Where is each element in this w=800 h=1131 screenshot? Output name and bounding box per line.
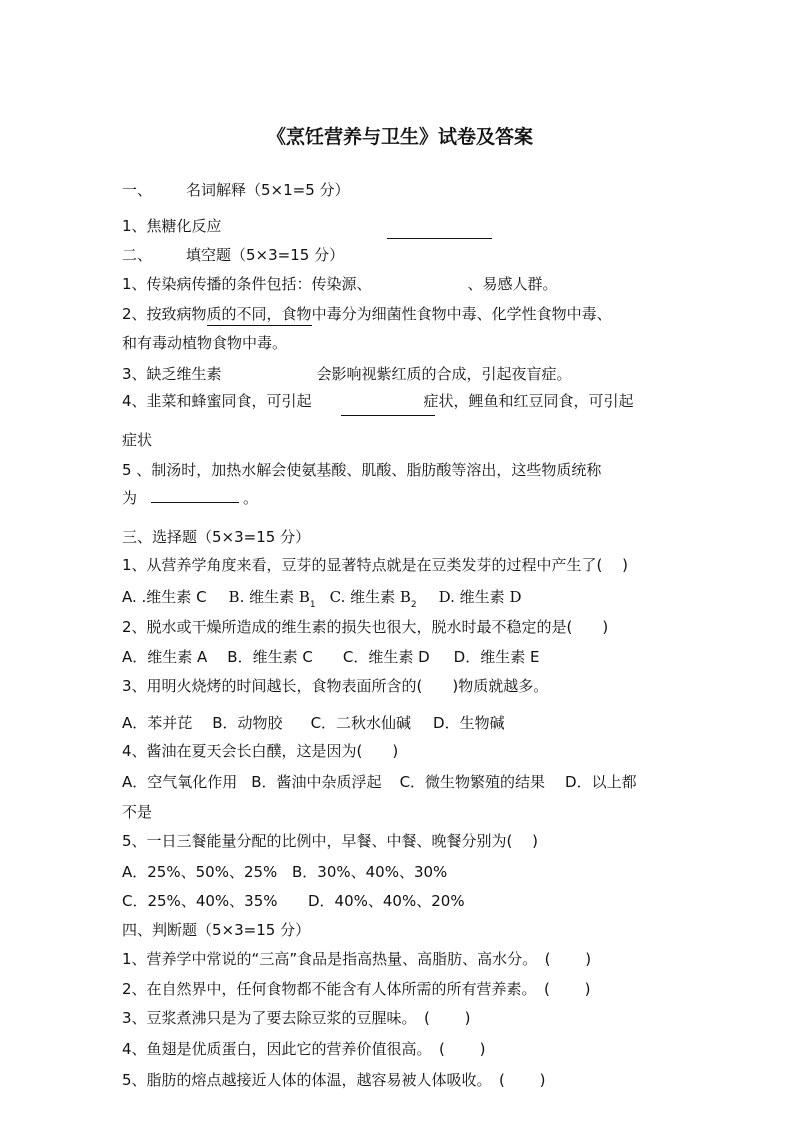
s2-q4-text-a: 4、韭菜和蜂蜜同食，可引起 bbox=[122, 392, 312, 410]
section1-label: 名词解释（5×1=5 分） bbox=[186, 181, 350, 199]
section4-heading: 四、判断题（5×3=15 分） bbox=[122, 921, 311, 939]
s3-q4-option-b: B．酱油中杂质浮起 bbox=[251, 773, 382, 791]
section1-number: 一、 bbox=[122, 181, 153, 199]
s3-q3-option-b: B．动物胶 bbox=[212, 714, 283, 732]
s3-q1-option-b: B. 维生素 B bbox=[228, 588, 310, 606]
s3-q1: 1、从营养学角度来看，豆芽的显著特点就是在豆类发芽的过程中产生了( ) bbox=[122, 556, 629, 574]
page-title: 《烹饪营养与卫生》试卷及答案 bbox=[266, 126, 533, 148]
s3-q3-option-a: A．苯并芘 bbox=[122, 714, 193, 732]
s3-q2-option-b: B．维生素 C bbox=[227, 648, 313, 666]
s3-q1-option-c-subscript: 2 bbox=[410, 600, 417, 610]
section3-heading: 三、选择题（5×3=15 分） bbox=[122, 528, 311, 546]
s3-q3-option-d: D．生物碱 bbox=[433, 714, 505, 732]
s3-q4-option-c: C．微生物繁殖的结果 bbox=[399, 773, 546, 791]
s2-q5-text-c: 。 bbox=[243, 489, 259, 507]
s2-q2-underlined: 质的不同，食物 bbox=[207, 305, 312, 326]
s3-q2-option-a: A．维生素 A bbox=[122, 648, 208, 666]
s3-q1-option-d: D. 维生素 D bbox=[438, 588, 522, 606]
s3-q5: 5、一日三餐能量分配的比例中，早餐、中餐、晚餐分别为( ) bbox=[122, 832, 539, 850]
s2-q2-cont: 和有毒动植物食物中毒。 bbox=[122, 334, 288, 352]
s3-q5-option-b: B．30%、40%、30% bbox=[292, 863, 448, 881]
s4-item-2: 2、在自然界中，任何食物都不能含有人体所需的所有营养素。 ( ) bbox=[122, 980, 591, 998]
s3-q3: 3、用明火烧烤的时间越长，食物表面所含的( )物质就越多。 bbox=[122, 677, 549, 695]
s3-q5-option-a: A．25%、50%、25% bbox=[122, 863, 278, 881]
s3-q4-options bbox=[122, 772, 637, 792]
s2-q4-cont: 症状 bbox=[122, 431, 153, 449]
s4-item-5: 5、脂肪的熔点越接近人体的体温，越容易被人体吸收。 ( ) bbox=[122, 1071, 546, 1089]
s3-q2-options bbox=[122, 647, 539, 667]
s2-q4-answer-blank bbox=[341, 415, 435, 416]
s3-q4-option-d: D．以上都 bbox=[565, 773, 637, 791]
s3-q1-option-b-subscript: 1 bbox=[309, 600, 316, 610]
section2-heading bbox=[122, 245, 344, 265]
s3-q3-option-c: C．二秋水仙碱 bbox=[310, 714, 412, 732]
s2-q1-text-b: 、易感人群。 bbox=[467, 275, 558, 293]
s2-q4 bbox=[122, 391, 634, 411]
s3-q4-option-a: A．空气氧化作用 bbox=[122, 773, 238, 791]
s1-q1: 1、焦糖化反应 bbox=[122, 217, 222, 235]
s3-q1-option-a: A. .维生素 C bbox=[122, 588, 207, 606]
section2-label: 填空题（5×3=15 分） bbox=[186, 246, 345, 264]
s3-q5-options-row2 bbox=[122, 891, 465, 911]
s4-item-4: 4、鱼翅是优质蛋白，因此它的营养价值很高。 ( ) bbox=[122, 1040, 486, 1058]
s2-q5: 5 、制汤时，加热水解会使氨基酸、肌酸、脂肪酸等溶出，这些物质统称 bbox=[122, 461, 602, 479]
s2-q3-text-b: 会影响视紫红质的合成，引起夜盲症。 bbox=[316, 365, 572, 383]
s2-q2 bbox=[122, 304, 612, 324]
s3-q3-options bbox=[122, 713, 505, 733]
s3-q2-option-d: D．维生素 E bbox=[453, 648, 540, 666]
s3-q4: 4、酱油在夏天会长白醭，这是因为( ) bbox=[122, 742, 399, 760]
s3-q5-options-row1 bbox=[122, 862, 447, 882]
s3-q2-option-c: C．维生素 D bbox=[342, 648, 430, 666]
section1-heading bbox=[122, 180, 350, 200]
s2-q3 bbox=[122, 364, 572, 384]
s2-q4-text-b: 症状，鲤鱼和红豆同食，可引起 bbox=[423, 392, 634, 410]
s2-q2-text-a: 2、按致病物 bbox=[122, 305, 207, 323]
s2-q1 bbox=[122, 274, 558, 294]
s4-item-1: 1、营养学中常说的“三高”食品是指高热量、高脂肪、高水分。 ( ) bbox=[122, 950, 592, 968]
s3-q2: 2、脱水或干燥所造成的维生素的损失也很大，脱水时最不稳定的是( ) bbox=[122, 618, 609, 636]
section2-number: 二、 bbox=[122, 246, 153, 264]
s4-item-3: 3、豆浆煮沸只是为了要去除豆浆的豆腥味。 ( ) bbox=[122, 1009, 471, 1027]
s3-q1-option-c: C. 维生素 B bbox=[329, 588, 411, 606]
s3-q5-option-d: D．40%、40%、20% bbox=[308, 892, 465, 910]
s2-q1-text-a: 1、传染病传播的条件包括：传染源、 bbox=[122, 275, 372, 293]
s2-q3-text-a: 3、缺乏维生素 bbox=[122, 365, 222, 383]
s2-q5-cont bbox=[122, 488, 258, 508]
s2-q5-answer-blank bbox=[151, 501, 239, 503]
s3-q5-option-c: C．25%、40%、35% bbox=[122, 892, 278, 910]
s2-q5-text-b: 为 bbox=[122, 489, 138, 507]
s3-q1-options bbox=[122, 587, 521, 615]
s1-q1-answer-blank bbox=[387, 238, 492, 239]
s2-q2-text-b: 中毒分为细菌性食物中毒、化学性食物中毒、 bbox=[311, 305, 612, 323]
s3-q4-option-d-cont: 不是 bbox=[122, 803, 153, 821]
